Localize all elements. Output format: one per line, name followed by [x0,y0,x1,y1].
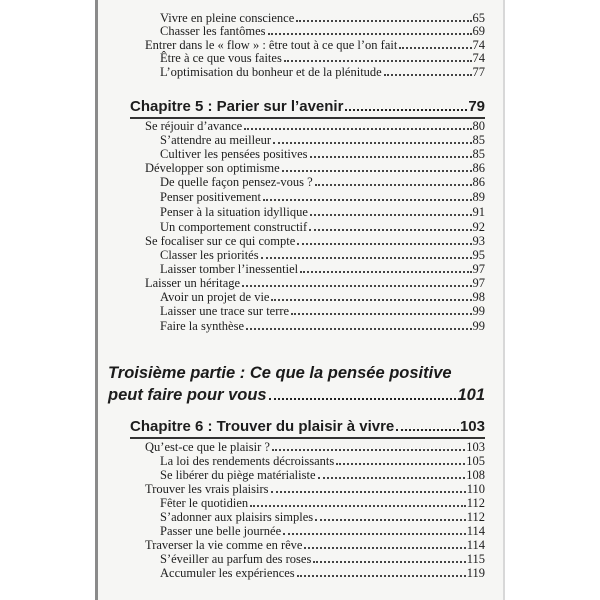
toc-entry-label: Traverser la vie comme en rêve [145,538,303,552]
toc-entry-page: 112 [466,510,485,524]
toc-entry-page: 65 [472,11,485,25]
toc-entry-page: 97 [472,262,485,276]
toc-entry-page: 93 [472,234,485,248]
toc-entry [160,525,485,538]
toc-entry-page: 110 [466,482,485,496]
toc-entry [160,148,485,161]
toc-entry-label: De quelle façon pensez-vous ? [160,175,313,189]
dot-leader [297,575,466,577]
dot-leader [271,491,466,493]
toc-entry-label: Chasser les fantômes [160,24,266,38]
toc-entry-page: 97 [472,276,485,290]
toc-entry-page: 80 [472,119,485,133]
dot-leader [310,214,472,216]
toc-entry-page: 85 [472,147,485,161]
dot-leader [396,429,459,431]
toc-entry-page: 77 [472,65,485,79]
dot-leader [315,519,466,521]
toc-entry-label: Se libérer du piège matérialiste [160,468,316,482]
toc-entry-label: Penser positivement [160,190,262,204]
toc-entry [160,66,485,79]
toc-entry [160,511,485,524]
toc-entry [145,277,485,290]
toc-entry-label: Être à ce que vous faites [160,51,282,65]
toc-entry-label: Laisser une trace sur terre [160,304,290,318]
dot-leader [300,271,471,273]
toc-entry-page: 99 [472,319,485,333]
toc-entry [145,120,485,133]
toc-entry-page: 114 [466,524,485,538]
dot-leader [318,477,466,479]
dot-leader [261,257,472,259]
dot-leader [399,47,471,49]
toc-entry-page: 89 [472,190,485,204]
toc-entry-label: Fêter le quotidien [160,496,249,510]
toc-entry-label: Trouver les vrais plaisirs [145,482,269,496]
toc-entry-label: Vivre en pleine conscience [160,11,295,25]
toc-entry [160,469,485,482]
dot-leader [284,60,472,62]
dot-leader [263,199,471,201]
toc-entry [160,553,485,566]
toc-entry [160,263,485,276]
chapter-page: 79 [468,98,485,115]
dot-leader [242,285,471,287]
toc-entry [160,52,485,65]
toc-entry [160,206,485,219]
toc-entry-page: 99 [472,304,485,318]
part-3-heading [108,386,485,405]
toc-entry-label: Passer une belle journée [160,524,282,538]
toc-entry-label: Avoir un projet de vie [160,290,270,304]
toc-entry-page: 103 [466,440,485,454]
dot-leader [269,398,457,400]
toc-entry-label: Laisser tomber l’inessentiel [160,262,299,276]
toc-entry-page: 105 [466,454,485,468]
dot-leader [250,505,466,507]
toc-entry-page: 91 [472,205,485,219]
toc-entry-page: 85 [472,133,485,147]
dot-leader [304,547,465,549]
toc-entry-label: S’adonner aux plaisirs simples [160,510,314,524]
dot-leader [345,109,467,111]
toc-entry-page: 119 [466,566,485,580]
toc-entry [160,497,485,510]
dot-leader [309,229,471,231]
dot-leader [336,463,465,465]
toc-entry-label: Cultiver les pensées positives [160,147,308,161]
toc-entry [145,483,485,496]
toc-entry-page: 86 [472,161,485,175]
toc-entry [145,441,485,454]
dot-leader [283,533,466,535]
chapter-title: Chapitre 5 : Parier sur l’avenir [130,98,344,115]
toc-entry-label: S’attendre au meilleur [160,133,272,147]
toc-entry [160,320,485,333]
toc-entry [160,176,485,189]
toc-entry [145,539,485,552]
part-3-title-line2: peut faire pour vous [108,386,267,404]
toc-entry-label: Penser à la situation idyllique [160,205,308,219]
toc-entry-page: 86 [472,175,485,189]
toc-entry [160,25,485,38]
dot-leader [244,128,471,130]
chapter-page: 103 [459,418,485,435]
toc-entry-page: 114 [466,538,485,552]
dot-leader [271,299,471,301]
toc-entry-label: Développer son optimisme [145,161,280,175]
part-3-title-line1: Troisième partie : Ce que la pensée positive [108,364,452,382]
toc-entry-label: Qu’est-ce que le plaisir ? [145,440,270,454]
toc-entry-page: 98 [472,290,485,304]
toc-entry-page: 112 [466,496,485,510]
toc-entry-label: Accumuler les expériences [160,566,295,580]
toc-entry-page: 92 [472,220,485,234]
toc-entry-label: L’optimisation du bonheur et de la plénitude [160,65,382,79]
toc-entry-label: Classer les priorités [160,248,259,262]
toc-entry-page: 115 [466,552,485,566]
toc-entry [160,134,485,147]
dot-leader [246,328,471,330]
dot-leader [273,142,471,144]
toc-entry-label: S’éveiller au parfum des roses [160,552,312,566]
toc-entry-label: Se focaliser sur ce qui compte [145,234,296,248]
chapter-5-heading [130,98,485,115]
dot-leader [384,74,472,76]
toc-entry-page: 108 [466,468,485,482]
dot-leader [268,33,472,35]
chapter-6-heading [130,418,485,435]
toc-entry-page: 69 [472,24,485,38]
toc-entry-label: Faire la synthèse [160,319,245,333]
toc-entry [160,221,485,234]
toc-entry-page: 74 [472,51,485,65]
dot-leader [297,243,471,245]
toc-entry-label: Un comportement constructif [160,220,308,234]
toc-entry [145,162,485,175]
toc-entry [160,191,485,204]
toc-entry [160,249,485,262]
part-3-page: 101 [457,386,485,404]
dot-leader [315,184,472,186]
toc-entry [160,567,485,580]
dot-leader [313,561,465,563]
toc-entry [160,455,485,468]
dot-leader [291,313,471,315]
dot-leader [310,156,472,158]
toc-entry-page: 74 [472,38,485,52]
toc-entry-label: Laisser un héritage [145,276,241,290]
toc-entry [160,305,485,318]
dot-leader [296,20,471,22]
chapter-title: Chapitre 6 : Trouver du plaisir à vivre [130,418,395,435]
dot-leader [272,449,465,451]
toc-entry-label: La loi des rendements décroissants [160,454,335,468]
toc-entry [160,291,485,304]
toc-entry-label: Se réjouir d’avance [145,119,243,133]
dot-leader [282,170,472,172]
chapter-6-rule [130,437,485,439]
toc-entry [145,235,485,248]
toc-entry-label: Entrer dans le « flow » : être tout à ce que l’on fait [145,38,398,52]
toc-entry-page: 95 [472,248,485,262]
